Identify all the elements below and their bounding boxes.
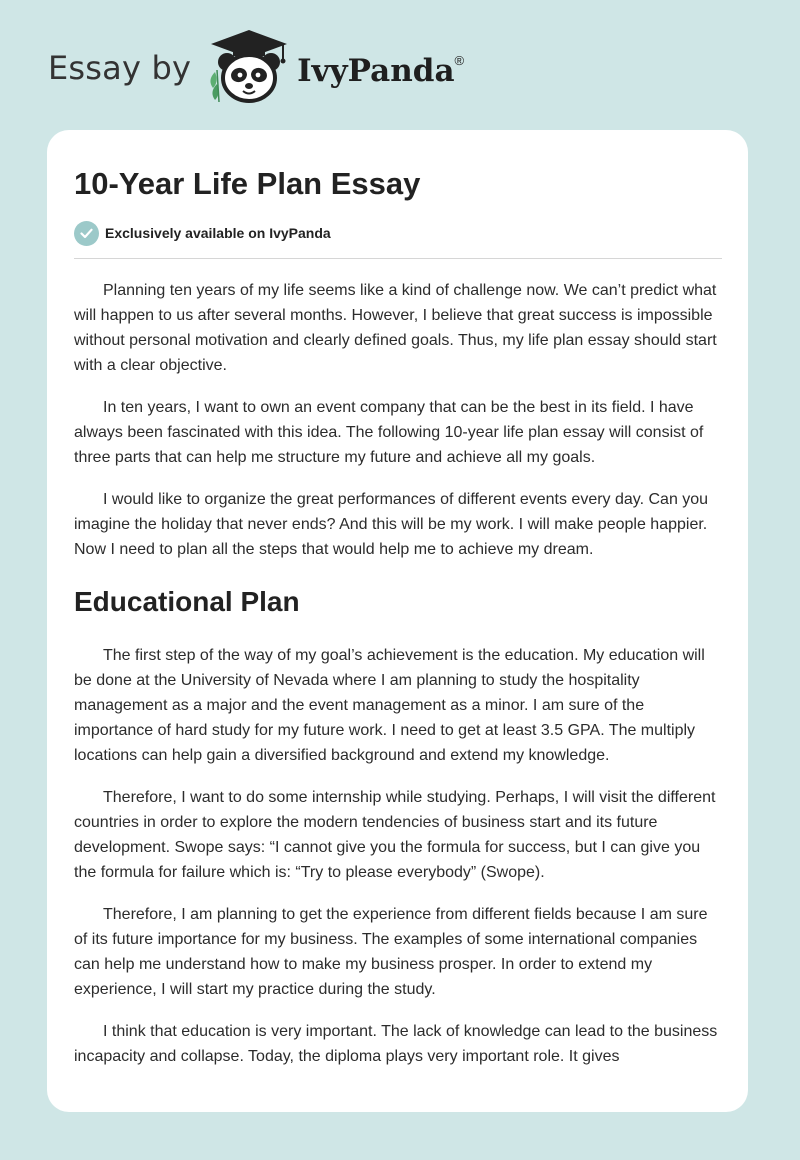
- section-paragraph-3: Therefore, I am planning to get the experience from different fields because I am sure of its future importance for my business. The examples of some international companies can help me understand how to make my business prosper. In order to extend my experience, I will start my practice during the study.: [74, 906, 708, 998]
- essay-content: [74, 164, 722, 1069]
- intro-paragraph-3: I would like to organize the great performances of different events every day. Can you imagine the holiday that never ends? And this will be my work. I will make people happier. Now I need to plan all the steps that would help me to achieve my dream.: [74, 491, 709, 558]
- section-heading-educational-plan: Educational Plan: [74, 586, 300, 617]
- section-paragraph-1: The first step of the way of my goal’s achievement is the education. My education will be done at the University of Nevada where I am planning to study the hospitality management as a major and the event management as a minor. I am sure of the importance of hard study for my future work. I need to get at least 3.5 GPA. The multiply locations can help gain a diversified background and extend my knowledge.: [74, 647, 705, 764]
- brand-name-text: IvyPanda: [297, 53, 455, 89]
- registered-mark: ®: [454, 53, 465, 68]
- intro-paragraph-1: Planning ten years of my life seems like a kind of challenge now. We can’t predict what will happen to us after several months. However, I believe that great success is impossible without personal motivation and clearly defined goals. Thus, my life plan essay should start with a clear objective.: [74, 282, 717, 374]
- intro-paragraph-2: In ten years, I want to own an event company that can be the best in its field. I have always been fascinated with this idea. The following 10-year life plan essay will consist of three parts that can help me structure my future and achieve all my goals.: [74, 399, 704, 466]
- section-paragraph-2: Therefore, I want to do some internship while studying. Perhaps, I will visit the different countries in order to explore the modern tendencies of business start and its future development. Swope says: “I cannot give you the formula for success, but I can give you the formula for failure which is: “Try to please everybody” (Swope).: [74, 789, 716, 881]
- section-paragraph-4: I think that education is very important. The lack of knowledge can lead to the business incapacity and collapse. Today, the diploma plays very important role. It gives: [74, 1023, 718, 1065]
- brand-prefix: Essay by: [48, 49, 192, 87]
- brand-name: [297, 53, 464, 89]
- exclusive-badge: [74, 220, 722, 246]
- site-header: [0, 0, 800, 125]
- page-title: 10-Year Life Plan Essay: [74, 166, 421, 201]
- panda-graduate-logo-icon: [205, 28, 293, 106]
- brand-logo-link[interactable]: [48, 34, 464, 106]
- essay-card: [47, 130, 748, 1112]
- check-icon: [74, 221, 99, 246]
- title-divider: [74, 258, 722, 259]
- exclusive-label: Exclusively available on IvyPanda: [105, 225, 331, 241]
